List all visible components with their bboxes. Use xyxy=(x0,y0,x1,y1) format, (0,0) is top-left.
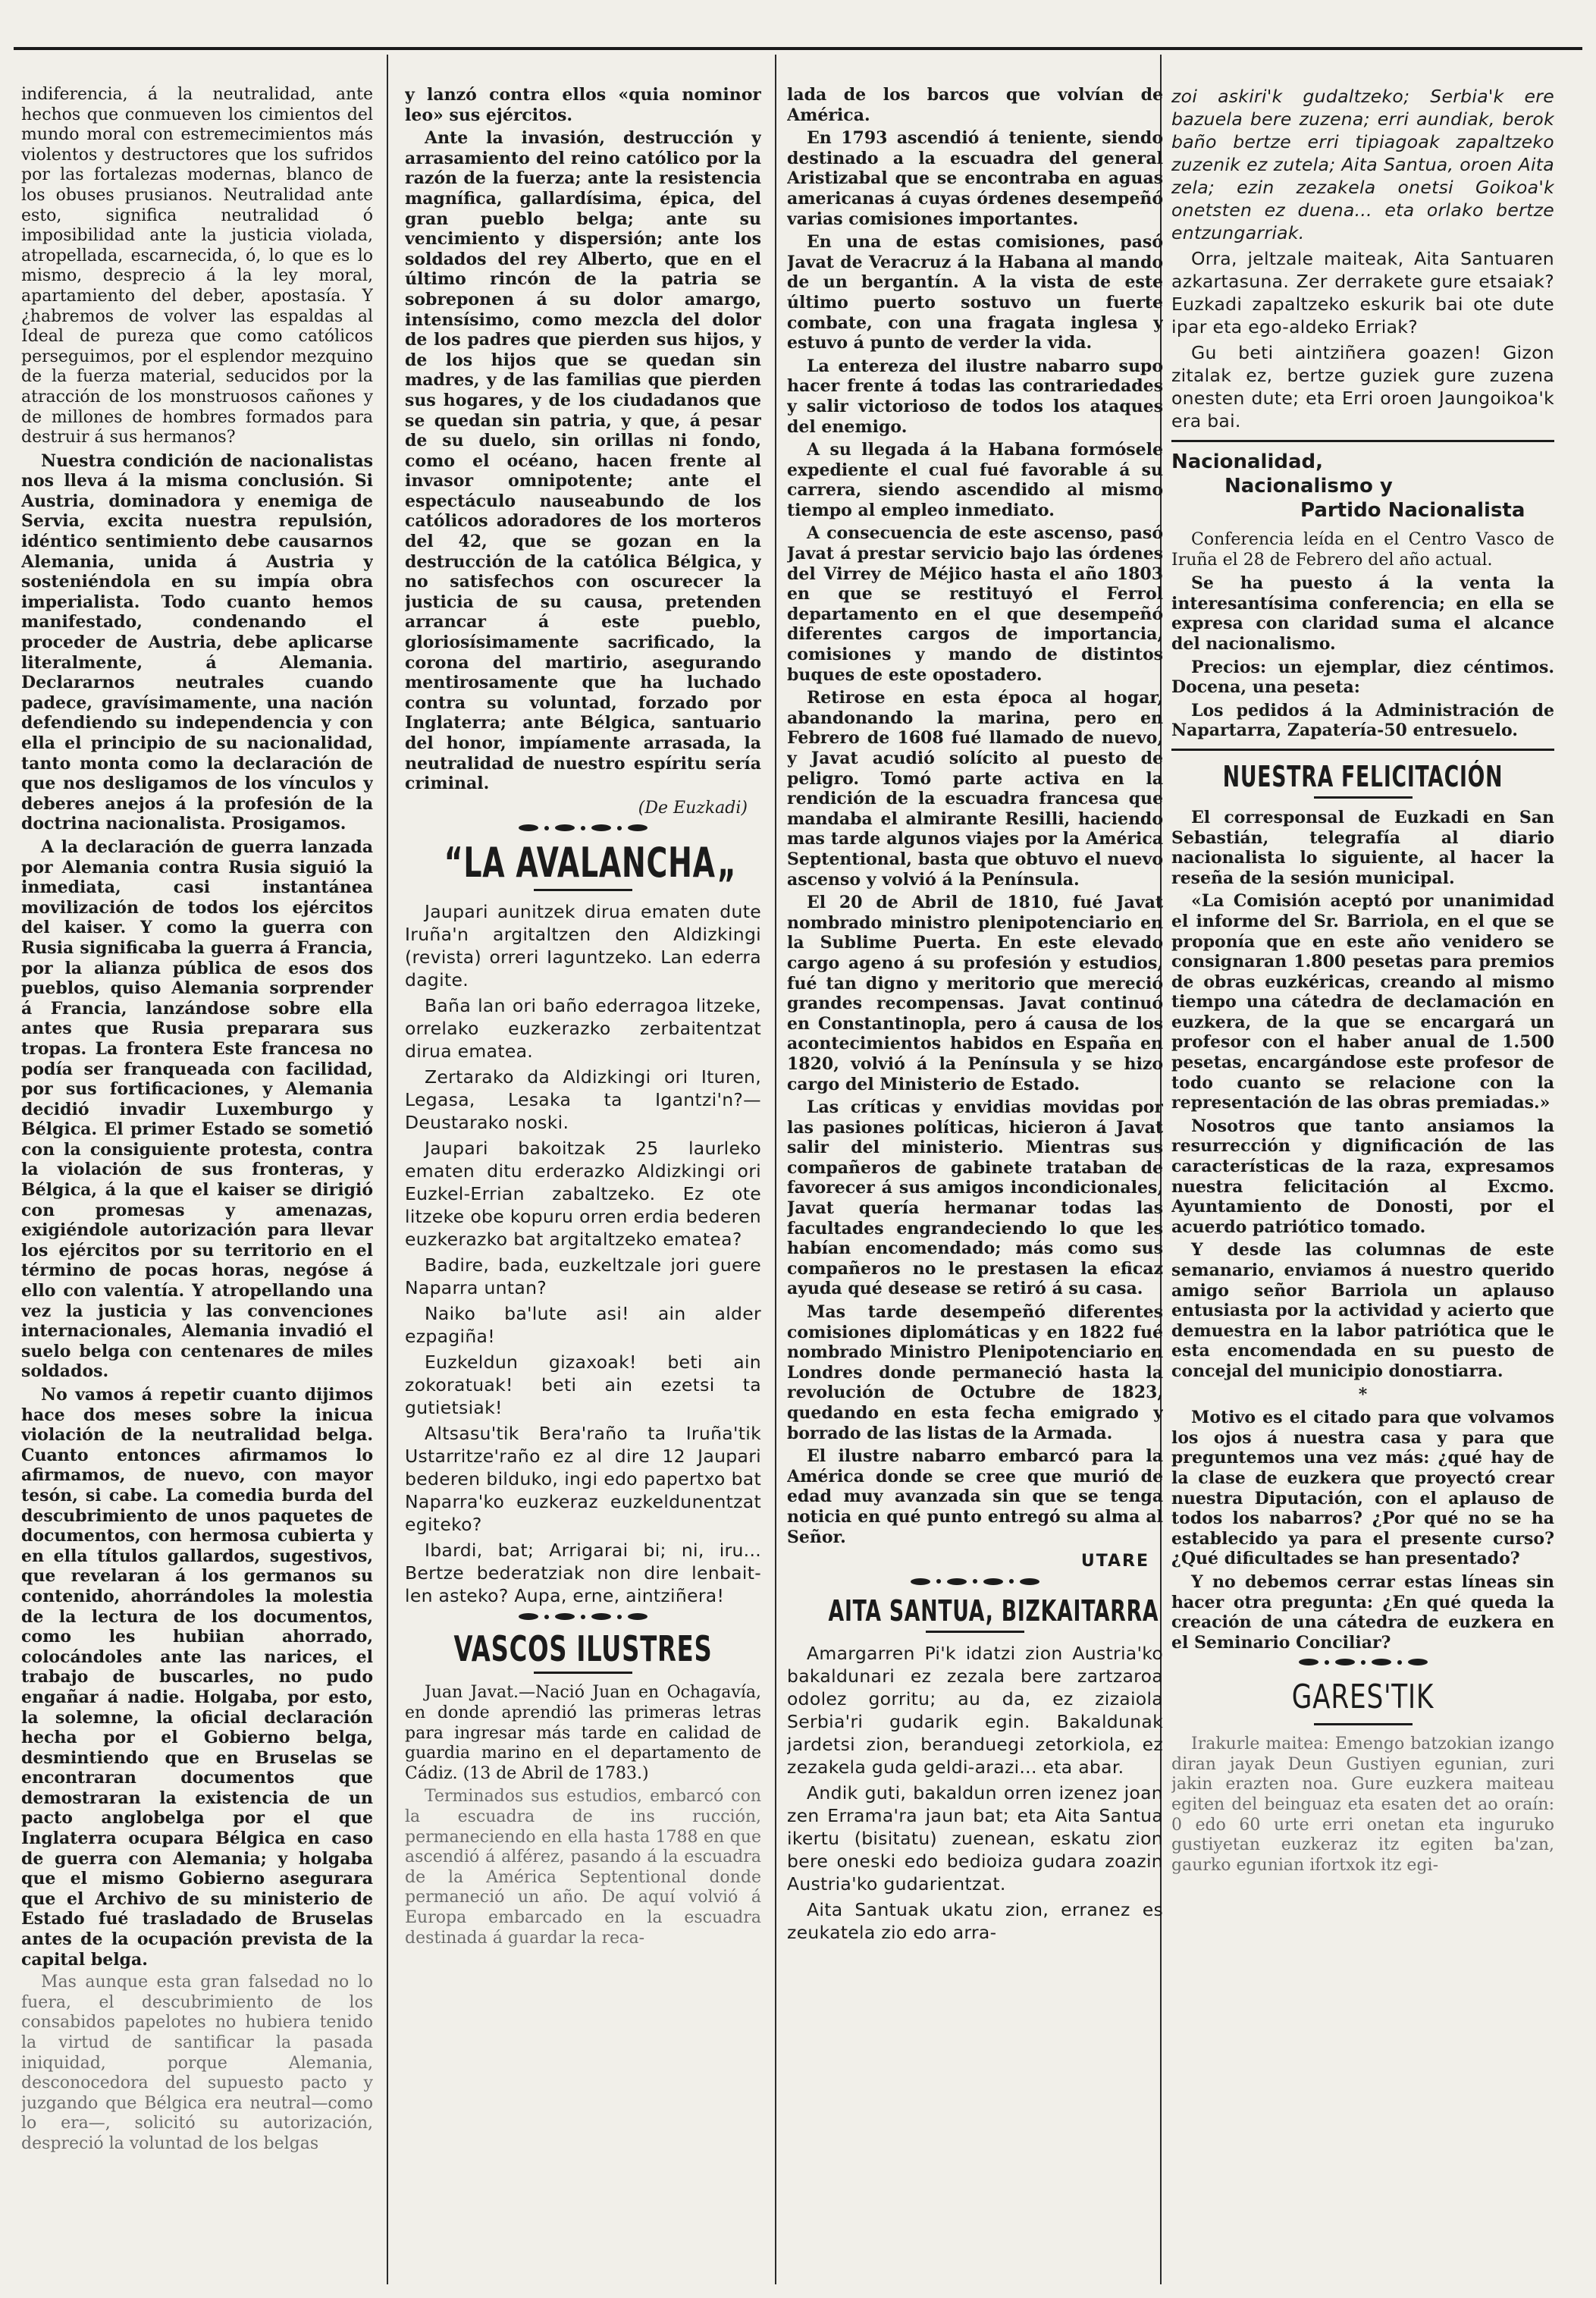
paragraph: Andik guti, bakaldun orren izenez joan zen Errama'ra jaun bat; eta Aita Santua ikertu (bisitatu) zuenean, eskatu zion bere oneski edo bedioiza gudara zoazin Austria'ko gudarientzat. xyxy=(787,1782,1163,1895)
paragraph: Retirose en esta época al hogar, abandonando la marina, pero en Febrero de 1608 fué llamado de nuevo, y Javat acudió solícito al puesto de peligro. Tomó parte activa en la rendición de la escuadra francesa que mandaba el almirante Resilli, haciendo mas tarde algunos viajes por la América Septentional, basta que obtuvo el nuevo ascenso y volvió á la Península. xyxy=(787,688,1163,890)
paragraph: El ilustre nabarro embarcó para la América donde se cree que murió de edad muy avanzada sin que se tenga noticia en qué punto entregó su alma al Señor. xyxy=(787,1446,1163,1547)
paragraph: Ante la invasión, destrucción y arrasamiento del reino católico por la razón de la fuerza; ante la resistencia magnífica, gallardísima, épica, del gran pueblo belga; ante su vencimiento y dispersión; ante los soldados del rey Alberto, que en el último rincón de la patria se sobreponen á su dolor amargo, intensísimo, como mezcla del dolor de los padres que pierden sus hijos, y de los hijos que se quedan sin madres, y de las familias que pierden sus hogares, y de los ciudadanos que se quedan sin patria, y que, á pesar de su duelo, sin orillas ni fondo, como el océano, hacen frente al invasor omnipotente; ante el espectáculo nauseabundo de los católicos adoradores de los morteros del 42, que se gozan en la destrucción de la católica Bélgica, y no satisfechos con oscurecer la justicia de su causa, pretenden arrancar á este pueblo, gloriosísimamente sacrificado, la corona del martirio, asegurando mentirosamente que ha luchado contra su voluntad, forzado por Inglaterra; ante Bélgica, santuario del honor, impíamente arrasada, la neutralidad de nuestro espíritu sería criminal. xyxy=(405,128,761,794)
column-divider xyxy=(775,55,776,2284)
paragraph: Ibardi, bat; Arrigarai bi; ni, iru... Bertze bederatziak non dire lenbait-len asteko? Aupa, erne, aintziñera! xyxy=(405,1540,761,1607)
article-title-felicitacion: NUESTRA FELICITACIÓN xyxy=(1222,759,1504,793)
article-title-vascos-ilustres: VASCOS ILUSTRES xyxy=(453,1628,713,1670)
paragraph: Se ha puesto á la venta la interesantísima conferencia; en ella se expresa con claridad suma el alcance del nacionalismo. xyxy=(1171,573,1554,654)
paragraph: Jaupari aunitzek dirua ematen dute Iruña'n argitaltzen den Aldizkingi (revista) orreri Iaguntzeko. Lan ederra dagite. xyxy=(405,901,761,991)
column-divider xyxy=(387,55,388,2284)
title-underline xyxy=(534,889,632,891)
signature: UTARE xyxy=(1080,1552,1149,1571)
paragraph: Altsasu'tik Bera'raño ta Iruña'tik Ustarritze'raño ez al dire 12 Jaupari bederen bilduko, ingi edo papertxo bat Naparra'ko euzkeraz euzkeldunentzat egiteko? xyxy=(405,1423,761,1536)
ornamental-rule xyxy=(787,1578,1163,1585)
paragraph: Y desde las columnas de este semanario, enviamos á nuestro querido amigo señor Barriola un aplauso entusiasta por la actividad y acierto que demuestra en la labor patriótica que le esta encomendada en su puesto de concejal del municipio donostiarra. xyxy=(1171,1240,1554,1381)
paragraph: Terminados sus estudios, embarcó con la escuadra de ins rucción, permaneciendo en ella hasta 1788 en que ascendió á alférez, pasando á la escuadra de la América Septentional donde permaneció un año. De aquí volvió á Europa embarcado en la escuadra destinada á guardar la reca- xyxy=(405,1787,761,1948)
paragraph: Zertarako da Aldizkingi ori Ituren, Legasa, Lesaka ta Igantzi'n?—Deustarako noski. xyxy=(405,1066,761,1134)
paragraph: Amargarren Pi'k idatzi zion Austria'ko bakaldunari ez zezala bere zartzaroa odolez gorritu; au da, ez zizaiola Serbia'ri gudarik egin. Bakaldunak jardetsi zion, beranduegi zetorkiola, ez zezakela guda geldi-arazi... eta abar. xyxy=(787,1642,1163,1778)
paragraph: La entereza del ilustre nabarro supo hacer frente á todas las contrariedades y salir victorioso de todos los ataques del enemigo. xyxy=(787,356,1163,437)
paragraph: zoi askiri'k gudaltzeko; Serbia'k ere bazuela bere zuzena; erri aundiak, berok baño bertze erri tipiagoak zapaltzeko zuzenik ez zutela; Aita Santua, oroen Aita zela; ezin zezakela onetsi Goikoa'k onetsten ez duena... eta orlako bertze entzungarriak. xyxy=(1171,86,1554,243)
paragraph: lada de los barcos que volvían de América. xyxy=(787,85,1163,125)
paragraph: Precios: un ejemplar, diez céntimos. Docena, una peseta: xyxy=(1171,657,1554,698)
paragraph: Euzkeldun gizaxoak! beti ain zokoratuak! beti ain ezetsi ta gutietsiak! xyxy=(405,1351,761,1419)
paragraph: A la declaración de guerra lanzada por Alemania contra Rusia siguió la inmediata, casi instantánea movilización de todos los ejércitos del kaiser. Y como la guerra con Rusia significaba la guerra á Francia, por la alianza pública de esos dos pueblos, quiso Alemania sorprender á Francia, lanzándose sobre ella antes que Rusia preparara sus tropas. La frontera Este francesa no podía ser franqueada con facilidad, por sus fortificaciones, y Alemania decidió invadir Luxemburgo y Bélgica. El primer Estado se sometió con la consiguiente protesta, contra la violación de sus fronteras, y Bélgica, á la que el kaiser se dirigió con promesas y amenazas, exigiéndole autorización para llevar los ejércitos por su territorio en el término de pocas horas, negóse á ello con valentía. Y atropellando una vez la justicia y las convenciones internacionales, Alemania invadió el suelo belga con centenares de miles soldados. xyxy=(21,837,373,1382)
paragraph: En 1793 ascendió á teniente, siendo destinado a la escuadra del general Aristizabal que se encontraba en aguas americanas á cuyas órdenes desempeñó varias comisiones importantes. xyxy=(787,128,1163,229)
article-title-aita-santua: AITA SANTUA, BIZKAITARRA xyxy=(828,1593,1159,1628)
paragraph: A su llegada á la Habana formósele expediente el cual fué favorable á su carrera, siendo ascendido al mismo tiempo al empleo inmediato. xyxy=(787,440,1163,520)
paragraph: Nosotros que tanto ansiamos la resurrección y dignificación de las características de la raza, expresamos nuestra felicitación al Excmo. Ayuntamiento de Donosti, por el acuerdo patriótico tomado. xyxy=(1171,1116,1554,1237)
source-credit: (De Euzkadi) xyxy=(638,798,748,818)
separator-stars: * xyxy=(1358,1384,1368,1405)
title-underline xyxy=(534,1672,632,1674)
title-underline xyxy=(1314,1723,1413,1725)
title-underline xyxy=(1314,796,1413,799)
section-heading-nacionalidad xyxy=(1171,450,1554,523)
paragraph: Y no debemos cerrar estas líneas sin hacer otra pregunta: ¿En qué queda la creación de una cátedra de euzkera en el Seminario Conciliar? xyxy=(1171,1571,1554,1653)
column-2 xyxy=(405,85,761,2286)
article-title-gares: GARES'TIK xyxy=(1291,1678,1435,1717)
paragraph: Juan Javat.—Nació Juan en Ochagavía, en donde aprendió las primeras letras para ingresar más tarde en calidad de guardia marino en el departamento de Cádiz. (13 de Abril de 1783.) xyxy=(405,1683,761,1783)
ornamental-rule xyxy=(405,824,761,831)
paragraph: indiferencia, á la neutralidad, ante hechos que conmueven los cimientos del mundo moral con estremecimientos más violentos y destructores que los sufridos por las fortalezas modernas, blanco de los obuses prusianos. Neutralidad ante esto, significa neutralidad ó imposibilidad ante la justicia violada, atropellada, escarnecida, ó, lo que es lo mismo, desprecio á la ley moral, apartamiento del deber, apostasía. Y ¿habremos de volver las espaldas al Ideal de pureza que como católicos perseguimos, por el esplendor mezquino de la fuerza material, seducidos por la atracción de los monstruosos cañones y de millones de hombres formados para destruir á sus hermanos? xyxy=(21,85,373,447)
paragraph: Los pedidos á la Administración de Napartarra, Zapatería-50 entresuelo. xyxy=(1171,700,1554,741)
title-underline xyxy=(926,1631,1024,1633)
paragraph: Badire, bada, euzkeltzale jori guere Naparra untan? xyxy=(405,1254,761,1299)
paragraph: Mas tarde desempeñó diferentes comisiones diplomáticas y en 1822 fué nombrado Ministro Plenipotenciario en Londres donde permaneció hasta la revolución de Octubre de 1823, quedando en esta fecha emigrado y borrado de las listas de la Armada. xyxy=(787,1302,1163,1443)
column-3 xyxy=(787,85,1163,2286)
paragraph: Las críticas y envidias movidas por las pasiones políticas, hicieron á Javat salir del ministerio. Mientras sus compañeros de gabinete trataban de favorecer á sus amigos incondicionales, Javat quería hermanar todas las facultades engrandeciendo lo que les habían encomendado; más como sus compañeros no le prestasen la eficaz ayuda qué desease se retiró á su casa. xyxy=(787,1097,1163,1299)
paragraph: y lanzó contra ellos «quia nominor leo» sus ejércitos. xyxy=(405,85,761,125)
paragraph: «La Comisión aceptó por unanimidad el informe del Sr. Barriola, en el que se proponía que en este año venidero se consignaran 1.800 pesetas para premios de obras euzkéricas, creando al mismo tiempo una cátedra de declamación en euzkera, de la que se encargará un profesor con el haber anual de 1.500 pesetas, encargándose este profesor de todo cuanto se relacione con la representación de las obras premiadas.» xyxy=(1171,891,1554,1113)
article-title-avalancha: “LA AVALANCHA„ xyxy=(444,839,737,887)
paragraph: Nuestra condición de nacionalistas nos lleva á la misma conclusión. Si Austria, dominadora y enemiga de Servia, excita nuestra repulsión, idéntico sentimiento debe causarnos Alemania, unida á Austria y sosteniéndola en su impía obra imperialista. Todo cuanto hemos manifestado, condenando el proceder de Austria, debe aplicarse literalmente, á Alemania. Declararnos neutrales cuando padece, gravísimamente, una nación defendiendo su independencia y con ella el principio de su nacionalidad, tanto monta como la declaración de que nos desligamos de los vínculos y deberes anejos á la profesión de la doctrina nacionalista. Prosigamos. xyxy=(21,450,373,834)
paragraph: El corresponsal de Euzkadi en San Sebastián, telegrafía al diario nacionalista lo siguiente, al hacer la reseña de la sesión municipal. xyxy=(1171,807,1554,888)
section-rule xyxy=(1171,440,1554,442)
ornamental-rule xyxy=(1171,1659,1554,1665)
heading-line: Partido Nacionalista xyxy=(1300,499,1525,522)
column-1 xyxy=(21,85,373,2286)
paragraph: Gu beti aintziñera goazen! Gizon zitalak ez, bertze guziek gure zuzena onesten dute; eta Erri oroen Jaungoikoa'k era bai. xyxy=(1171,342,1554,432)
paragraph: Aita Santuak ukatu zion, erranez es zeukatela zio edo arra- xyxy=(787,1898,1163,1943)
heading-line: Nacionalismo y xyxy=(1224,475,1393,498)
ornamental-rule xyxy=(405,1613,761,1620)
paragraph: Motivo es el citado para que volvamos los ojos á nuestra casa y para que preguntemos una vez más: ¿qué hay de la clase de euzkera que proyectó crear nuestra Diputación, con el aplauso de todos los nabarros? ¿Por qué no se ha establecido ya para el presente curso? ¿Qué dificultades se han presentado? xyxy=(1171,1408,1554,1569)
section-rule xyxy=(1171,749,1554,751)
paragraph: Jaupari bakoitzak 25 laurleko ematen ditu erderazko Aldizkingi ori Euzkel-Errian zabaltzeko. Ez ote litzeke obe kopuru orren erdia bederen euzkerazko bat argitaltzeko ematea? xyxy=(405,1138,761,1251)
paragraph: Orra, jeltzale maiteak, Aita Santuaren azkartasuna. Zer derrakete gure etsaiak? Euzkadi zapaltzeko eskurik bai ote dute ipar eta ego-aldeko Erriak? xyxy=(1171,248,1554,337)
paragraph: El 20 de Abril de 1810, fué Javat nombrado ministro plenipotenciario en la Sublime Puerta. En este elevado cargo ageno á su profesión y estudios, fué tan digno y meritorio que mereció grandes recompensas. Javat continuó en Constantinopla, pero á causa de los acontecimientos habidos en España en 1820, volvió á la Península y se hizo cargo del Ministerio de Estado. xyxy=(787,893,1163,1094)
paragraph: Conferencia leída en el Centro Vasco de Iruña el 28 de Febrero del año actual. xyxy=(1171,530,1554,570)
paragraph: En una de estas comisiones, pasó Javat de Veracruz á la Habana al mando de un bergantín. A la vista de este último puerto sostuvo un fuerte combate, con una fragata inglesa y estuvo á punto de verder la vida. xyxy=(787,232,1163,353)
paragraph: Mas aunque esta gran falsedad no lo fuera, el descubrimiento de los consabidos papelotes no hubiera tenido la virtud de santificar la pasada iniquidad, porque Alemania, desconocedora del supuesto pacto y juzgando que Bélgica era neutral—como lo era—, solicitó su autorización, despreció la voluntad de los belgas xyxy=(21,1973,373,2153)
column-4 xyxy=(1171,85,1554,2286)
paragraph: Baña lan ori baño ederragoa litzeke, orrelako euzkerazko zerbaitentzat dirua ematea. xyxy=(405,995,761,1063)
paragraph: A consecuencia de este ascenso, pasó Javat á prestar servicio bajo las órdenes del Virrey de Méjico hasta el año 1803 en que se restituyó el Ferrol departamento en el que desempeñó diferentes cargos de importancia, comisiones y mando de distintos buques de este opostadero. xyxy=(787,523,1163,685)
paragraph: Irakurle maitea: Emengo batzokian izango diran jayak Deun Gustiyen egunian, zuri jakin erazten noa. Gure euzkera maiteau egiten del beinguaz eta esaten det ao oraín: 0 edo 60 urte erri onetan eta inguruko gustiyetan euzkeraz itz egiten ba'zan, gaurko egunian ifortxok itz egi- xyxy=(1171,1734,1554,1875)
heading-line: Nacionalidad, xyxy=(1171,450,1324,473)
top-rule xyxy=(14,47,1582,50)
paragraph: No vamos á repetir cuanto dijimos hace dos meses sobre la inicua violación de la neutralidad belga. Cuanto entonces afirmamos lo afirmamos, de nuevo, con mayor tesón, si cabe. La comedia burda del descubrimiento de unos paquetes de documentos, con hermosa cubierta y en ella títulos gallardos, sugestivos, que revelaran á los germanos su contenido, ahorrándoles la molestia de la lectura de los documentos, como les hubiian ahorrado, colocándoles ante las narices, el trabajo de buscarles, no pudo engañar á nadie. Holgaba, por esto, la solemne, la oficial declaración hecha por el Gobierno belga, desmintiendo que en Bruselas se encontraran documentos que demostraran la existencia de un pacto anglobelga por el que Inglaterra ocupara Bélgica en caso de guerra con Alemania; y holgaba que el mismo Gobierno asegurara que el Archivo de su ministerio de Estado fué trasladado de Bruselas antes de la ocupación prevista de la capital belga. xyxy=(21,1385,373,1970)
paragraph: Naiko ba'lute asi! ain alder ezpagiña! xyxy=(405,1303,761,1348)
